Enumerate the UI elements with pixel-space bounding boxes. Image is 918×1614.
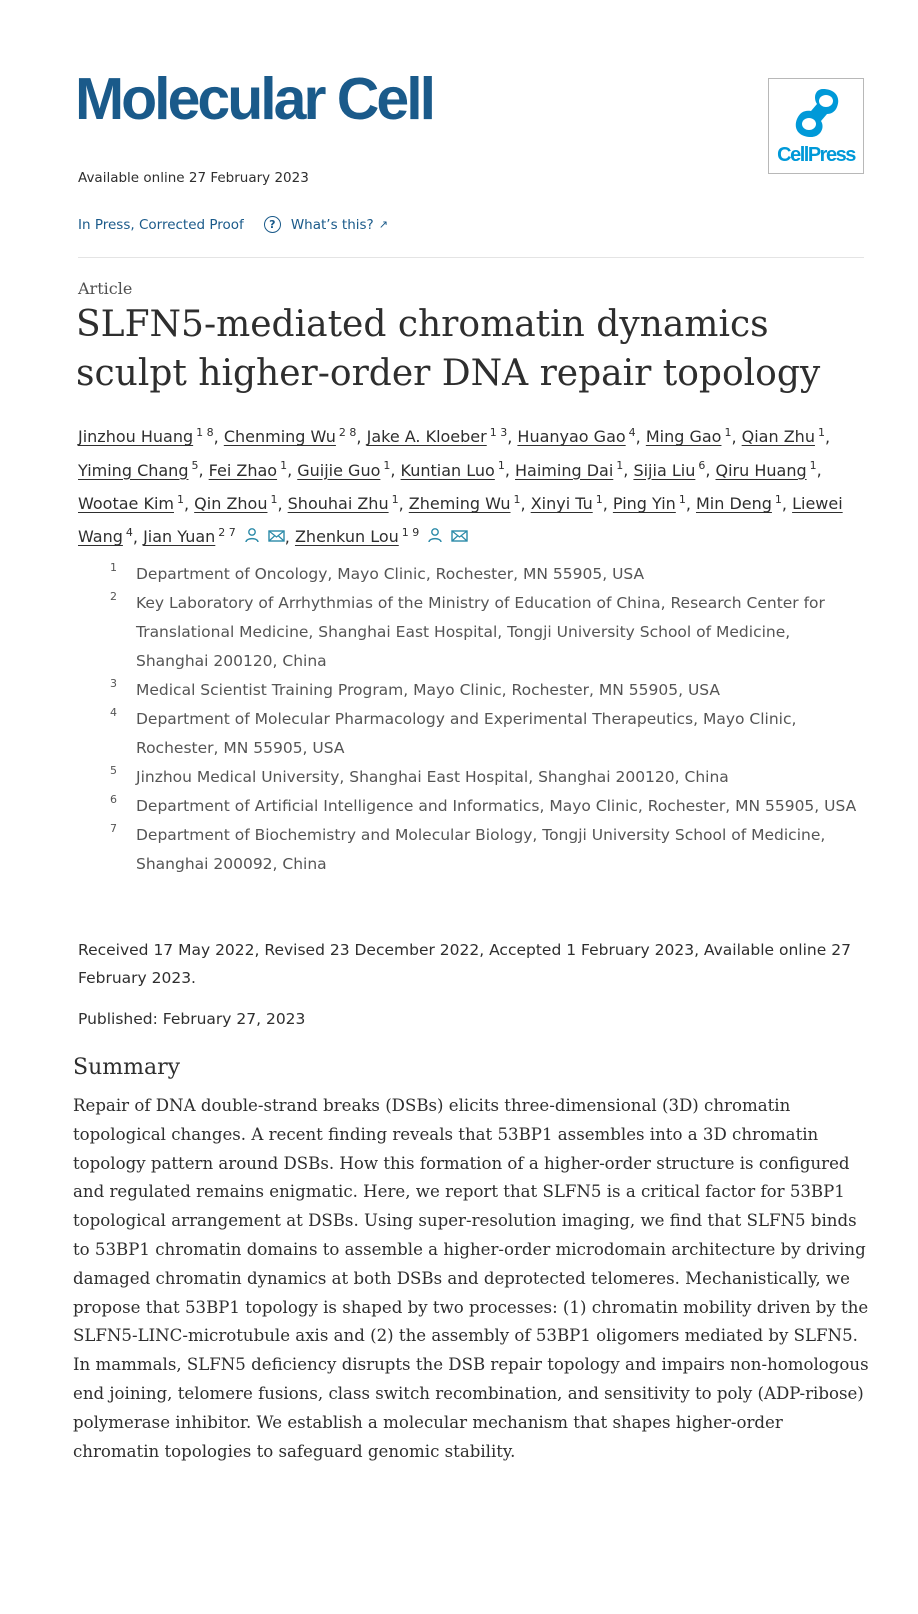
author-affiliation-ref: 1 [724,426,732,439]
article-dates: Received 17 May 2022, Revised 23 December 2022, Accepted 1 February 2023, Available online 27 February 2023. [78,941,851,987]
author-affiliation-ref: 1 [280,459,288,473]
email-icon[interactable] [268,523,285,552]
author-name[interactable]: Haiming Dai [515,460,614,480]
author[interactable] [209,461,287,480]
journal-title[interactable]: Molecular Cell [75,66,434,132]
affiliation-item [110,676,870,705]
author[interactable] [224,427,357,446]
author-name[interactable]: Ming Gao [645,427,722,447]
author-name[interactable]: Guijie Guo [297,460,381,480]
author-name[interactable]: Ping Yin [612,493,676,513]
article-title: SLFN5-mediated chromatin dynamics sculpt higher-order DNA repair topology [76,304,821,394]
affiliation-item [110,763,870,792]
affiliation-text: Department of Artificial Intelligence and Informatics, Mayo Clinic, Rochester, MN 55905, USA [136,797,857,815]
affiliation-text: Jinzhou Medical University, Shanghai East Hospital, Shanghai 200120, China [136,768,729,786]
author[interactable] [696,494,782,513]
affiliation-item [110,705,870,763]
author-name[interactable]: Jake A. Kloeber [366,427,487,447]
author[interactable] [194,494,277,513]
author-affiliation-ref: 1 9 [401,525,420,539]
in-press-label: In Press, Corrected Proof [78,216,244,233]
affiliation-item [110,560,870,589]
author-affiliation-ref: 2 8 [338,426,357,439]
author[interactable] [613,494,686,513]
cellpress-icon [791,87,843,139]
author[interactable] [143,527,285,546]
author-name[interactable]: Fei Zhao [208,460,278,480]
author-name[interactable]: Zheming Wu [408,493,511,513]
author-affiliation-ref: 1 [678,492,686,506]
affiliation-number: 4 [110,706,117,719]
author-affiliation-ref: 6 [698,459,706,473]
author[interactable] [401,461,505,480]
person-icon[interactable] [427,523,443,552]
affiliation-item [110,792,870,821]
author[interactable] [409,494,521,513]
author-name[interactable]: Xinyi Tu [530,493,593,513]
author-affiliation-ref: 1 3 [489,426,508,439]
author-affiliation-ref: 1 [270,492,278,506]
author-name[interactable]: Liewei Wang [78,493,843,547]
author-affiliation-ref: 1 [391,492,399,506]
author[interactable] [646,427,732,446]
author[interactable] [517,427,635,446]
person-icon[interactable] [244,523,260,552]
affiliation-text: Department of Molecular Pharmacology and Experimental Therapeutics, Mayo Clinic, Rochester, MN 55905, USA [136,710,797,757]
published-date: Published: February 27, 2023 [78,1010,306,1028]
email-icon[interactable] [451,523,468,552]
affiliation-text: Key Laboratory of Arrhythmias of the Ministry of Education of China, Research Center for Translational Medicine, Shanghai East Hospital, Tongji University School of Medicine, Shanghai 200120, China [136,594,825,670]
question-circle-icon[interactable]: ? [264,216,281,233]
author[interactable] [367,427,508,446]
author-affiliation-ref: 1 [177,492,184,506]
author[interactable] [288,494,399,513]
affiliation-list [110,560,870,879]
affiliation-number: 7 [110,822,117,835]
author[interactable] [531,494,603,513]
affiliation-item [110,821,870,879]
author[interactable] [716,461,817,480]
affiliation-number: 3 [110,677,117,690]
author-name[interactable]: Sijia Liu [633,460,696,480]
author-affiliation-ref: 4 [125,525,133,539]
author[interactable] [295,527,468,546]
cellpress-logo-text: CellPress [777,144,855,166]
author-name[interactable]: Chenming Wu [223,427,336,447]
author-affiliation-ref: 1 [774,492,782,506]
author-affiliation-ref: 5 [191,459,199,473]
author-name[interactable]: Shouhai Zhu [287,493,389,513]
author-name[interactable]: Wootae Kim [78,493,174,513]
author-name[interactable]: Zhenkun Lou [294,527,399,547]
affiliation-number: 6 [110,793,117,806]
author[interactable] [78,461,198,480]
author-name[interactable]: Min Deng [695,493,772,513]
author-affiliation-ref: 1 [595,492,603,506]
author-affiliation-ref: 1 [616,459,624,473]
author-name[interactable]: Yiming Chang [78,460,189,480]
summary-text: Repair of DNA double-strand breaks (DSBs) elicits three-dimensional (3D) chromatin topological changes. A recent finding reveals that 53BP1 assembles into a 3D chromatin topology pattern around DSBs. How this formation of a higher-order structure is configured and regulated remains enigmatic. Here, we report that SLFN5 is a critical factor for 53BP1 topological arrangement at DSBs. Using super-resolution imaging, we find that SLFN5 binds to 53BP1 chromatin domains to assemble a higher-order microdomain architecture by driving damaged chromatin dynamics at both DSBs and deprotected telomeres. Mechanistically, we propose that 53BP1 topology is shaped by two processes: (1) chromatin mobility driven by the SLFN5-LINC-microtubule axis and (2) the assembly of 53BP1 oligomers mediated by SLFN5. In mammals, SLFN5 deficiency disrupts the DSB repair topology and impairs non-homologous end joining, telomere fusions, class switch recombination, and sensitivity to poly (ADP-ribose) polymerase inhibitor. We establish a molecular mechanism that shapes higher-order chromatin topologies to safeguard genomic stability. [73,1096,869,1461]
author-affiliation-ref: 1 [383,459,391,473]
author-affiliation-ref: 1 [817,426,825,439]
author-name[interactable]: Qiru Huang [715,460,807,480]
divider [78,257,864,258]
author[interactable] [633,461,705,480]
author-name[interactable]: Kuntian Luo [400,460,495,480]
affiliation-text: Department of Biochemistry and Molecular Biology, Tongji University School of Medicine, Shanghai 200092, China [136,826,826,873]
author-affiliation-ref: 1 [513,492,521,506]
article-type: Article [78,279,133,298]
author-list: Jinzhou Huang $^{1 8}$, Chenming Wu $^{2 8}$, Jake A. Kloeber $^{1 3}$, Huanyao Gao $^4$, Ming Gao $^1$, Qian Zhu $^1$, Yiming Chang $^5$, Fei Zhao $^1$, Guijie Guo $^1$, Kuntian Luo $^1$, Haiming Dai $^1$, Sijia Liu $^6$, Qiru Huang $^1$, Wootae Kim $^1$, Qin Zhou $^1$, Shouhai Zhu $^1$, Zheming Wu $^1$, Xinyi Tu $^1$, Ping Yin $^1$, Min Deng $^1$, Liewei Wang $^4$, Jian Yuan $^{2 7}$ , Zhenkun Lou $^{1 9}$ [78,418,878,552]
whats-this-link[interactable]: What’s this? [290,216,374,233]
article-status [78,216,388,233]
affiliation-number: 1 [110,561,117,574]
affiliation-number: 5 [110,764,117,777]
author[interactable] [78,427,214,446]
external-link-icon: ↗ [378,218,388,231]
author-name[interactable]: Jinzhou Huang [78,427,194,447]
author-affiliation-ref: 1 [809,459,817,473]
availability-date: Available online 27 February 2023 [78,170,309,186]
affiliation-text: Department of Oncology, Mayo Clinic, Rochester, MN 55905, USA [136,565,645,583]
affiliation-number: 2 [110,590,117,603]
author-affiliation-ref: 2 7 [218,525,236,539]
author-name[interactable]: Jian Yuan [143,527,216,547]
author-affiliation-ref: 1 [497,459,505,473]
author-name[interactable]: Qian Zhu [741,427,815,447]
affiliation-text: Medical Scientist Training Program, Mayo Clinic, Rochester, MN 55905, USA [136,681,721,699]
affiliation-item [110,589,870,676]
author-name[interactable]: Qin Zhou [194,493,268,513]
author-affiliation-ref: 4 [628,426,636,439]
author-name[interactable]: Huanyao Gao [517,427,626,447]
author-affiliation-ref: 1 8 [196,426,214,439]
author[interactable] [78,494,184,513]
cellpress-logo[interactable] [768,78,864,174]
summary-heading: Summary [73,1055,181,1080]
author[interactable] [515,461,623,480]
author[interactable] [297,461,390,480]
author[interactable] [742,427,825,446]
